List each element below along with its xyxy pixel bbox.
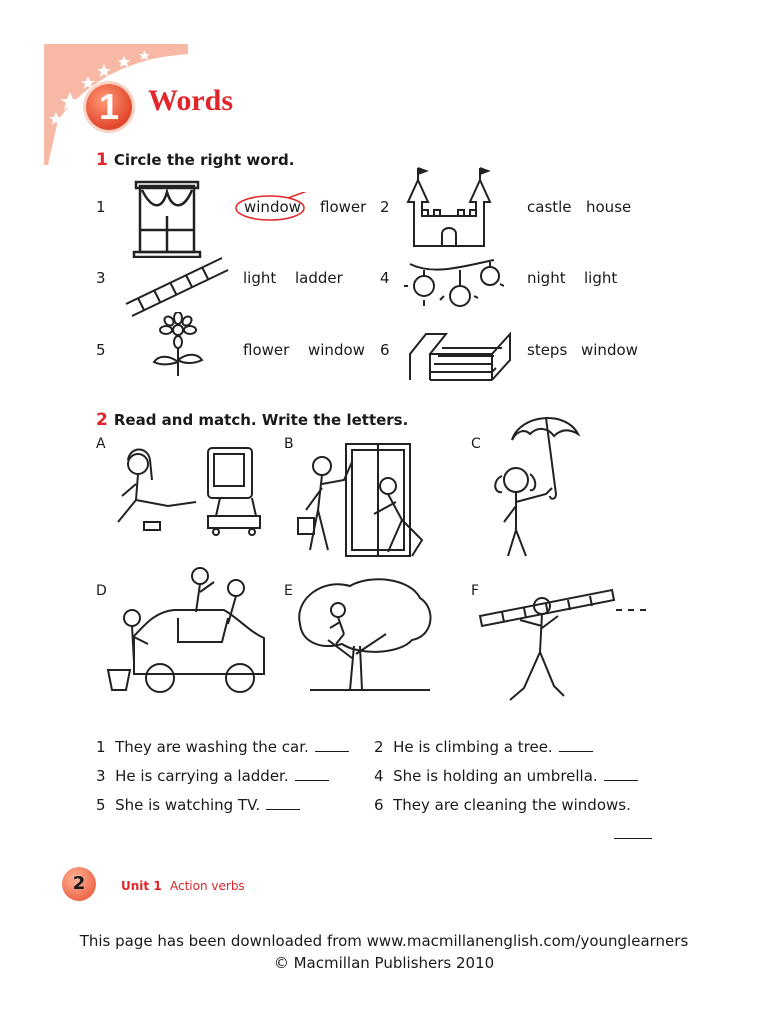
sentence-3-text: He is carrying a ladder. [115, 767, 289, 785]
exercise-2-instruction: Read and match. Write the letters. [113, 411, 409, 429]
item-4-word-b[interactable]: light [584, 269, 618, 287]
item-1-number: 1 [96, 198, 106, 216]
item-6-word-a[interactable]: steps [527, 341, 568, 359]
sentence-1-number: 1 [96, 738, 106, 756]
sentence-6-number: 6 [374, 796, 384, 814]
picture-letter-b: B [284, 436, 294, 452]
item-1-word-b[interactable]: flower [320, 198, 367, 216]
picture-letter-a: A [96, 436, 106, 452]
steps-icon [406, 330, 516, 384]
sentence-4 [374, 767, 638, 785]
sentence-1 [96, 738, 349, 756]
sentence-3-number: 3 [96, 767, 106, 785]
sentence-6-text: They are cleaning the windows. [393, 796, 631, 814]
sentence-5-number: 5 [96, 796, 106, 814]
answer-blank-5[interactable] [266, 797, 300, 810]
answer-blank-6[interactable] [614, 826, 652, 839]
sentence-1-text: They are washing the car. [115, 738, 309, 756]
page-number-badge: 2 [62, 867, 96, 901]
exercise-2-number: 2 [96, 410, 108, 430]
sentence-4-number: 4 [374, 767, 384, 785]
item-4-word-a[interactable]: night [527, 269, 566, 287]
item-3-word-a[interactable]: light [243, 269, 277, 287]
item-4-number: 4 [380, 269, 390, 287]
exercise-1-number: 1 [96, 150, 108, 170]
castle-icon [404, 166, 494, 248]
item-2-number: 2 [380, 198, 390, 216]
cleaning-windows-icon [292, 440, 442, 564]
download-notice: This page has been downloaded from www.macmillanenglish.com/younglearners [79, 932, 689, 950]
sentence-2-text: He is climbing a tree. [393, 738, 553, 756]
item-5-word-b[interactable]: window [308, 341, 365, 359]
item-2-word-a[interactable]: castle [527, 198, 572, 216]
sentence-5-text: She is watching TV. [115, 796, 261, 814]
footer-unit-label: Unit 1 [121, 879, 162, 893]
exercise-2-heading [96, 410, 408, 430]
sentence-4-text: She is holding an umbrella. [393, 767, 598, 785]
answer-blank-4[interactable] [604, 768, 638, 781]
page-title: Words [148, 84, 234, 117]
picture-letter-d: D [96, 583, 107, 599]
item-6-number: 6 [380, 341, 390, 359]
lights-icon [404, 256, 504, 316]
item-6-word-b[interactable]: window [581, 341, 638, 359]
washing-car-icon [104, 566, 272, 698]
copyright-notice: © Macmillan Publishers 2010 [273, 954, 495, 972]
answer-blank-2[interactable] [559, 739, 593, 752]
sentence-2-number: 2 [374, 738, 384, 756]
item-1-word-a[interactable]: window [244, 198, 301, 216]
picture-letter-f: F [471, 583, 480, 599]
girl-umbrella-icon [482, 410, 582, 560]
item-5-number: 5 [96, 341, 106, 359]
unit-number-badge: 1 [86, 84, 132, 130]
item-3-word-b[interactable]: ladder [295, 269, 343, 287]
picture-letter-c: C [471, 436, 481, 452]
exercise-1-heading [96, 150, 294, 170]
item-3-number: 3 [96, 269, 106, 287]
sentence-2 [374, 738, 593, 756]
exercise-1-instruction: Circle the right word. [113, 151, 295, 169]
flower-icon [148, 312, 208, 378]
answer-blank-3[interactable] [295, 768, 329, 781]
sentence-6 [374, 796, 631, 814]
picture-letter-e: E [284, 583, 293, 599]
boy-climbing-tree-icon [290, 574, 440, 694]
girl-watching-tv-icon [108, 440, 264, 536]
window-icon [132, 180, 202, 258]
man-carrying-ladder-icon [476, 576, 652, 706]
ladder-icon [122, 254, 232, 320]
item-2-word-b[interactable]: house [586, 198, 632, 216]
sentence-5 [96, 796, 300, 814]
answer-blank-1[interactable] [315, 739, 349, 752]
item-5-word-a[interactable]: flower [243, 341, 290, 359]
footer-topic: Action verbs [170, 879, 245, 893]
sentence-3 [96, 767, 329, 785]
